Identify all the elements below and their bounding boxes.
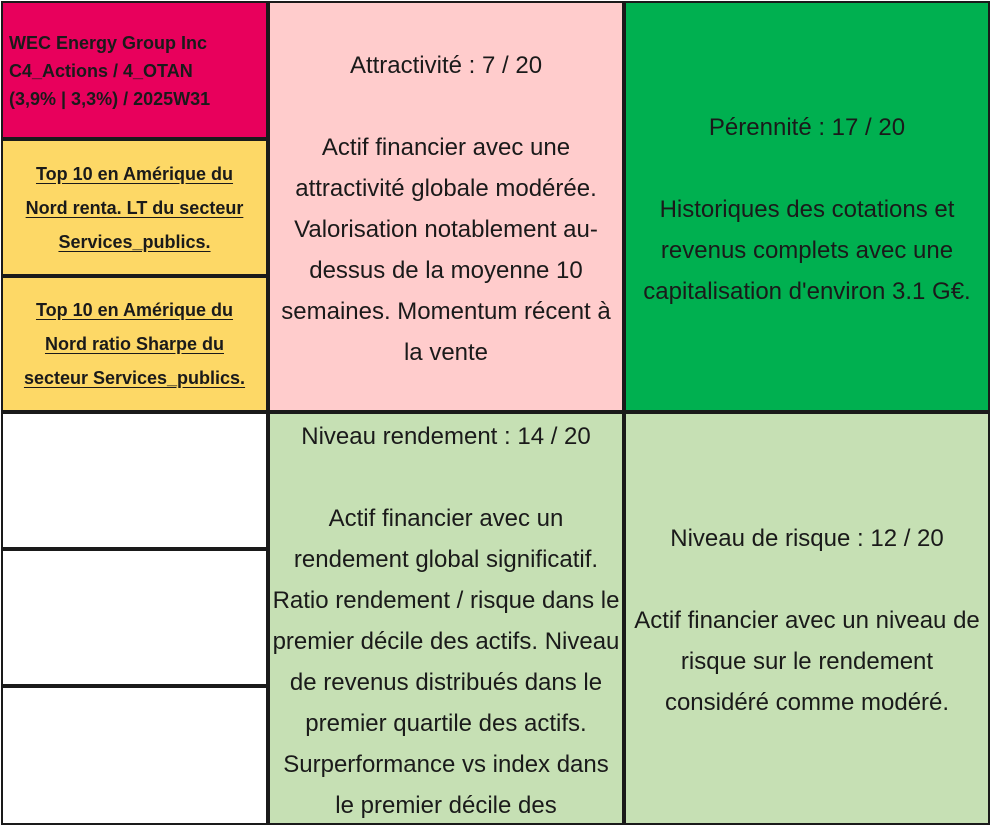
perennite-title: Pérennité : 17 / 20: [708, 114, 906, 141]
empty-cell: [1, 412, 268, 549]
ranking-cell-2: [1, 276, 268, 412]
empty-cell: [1, 549, 268, 686]
perennite-cell: [624, 1, 990, 412]
asset-category: C4_Actions / 4_OTAN: [9, 61, 193, 81]
risque-cell: [624, 412, 990, 825]
risque-description: Actif financier avec un niveau de risque sur le rendement considéré comme modéré.: [634, 607, 980, 716]
attractivite-cell: [268, 1, 624, 412]
asset-weights-period: (3,9% | 3,3%) / 2025W31: [9, 89, 211, 109]
ranking-link-sharpe[interactable]: Top 10 en Amérique du Nord ratio Sharpe du secteur Services_publics.: [23, 300, 246, 388]
risque-title: Niveau de risque : 12 / 20: [670, 525, 944, 552]
rendement-title: Niveau rendement : 14 / 20: [301, 423, 591, 450]
asset-name: WEC Energy Group Inc: [9, 33, 208, 53]
attractivite-description: Actif financier avec une attractivité globale modérée. Valorisation notablement au-dessus de la moyenne 10 semaines. Momentum récent à la vente: [281, 134, 611, 366]
rendement-description: Actif financier avec un rendement global significatif. Ratio rendement / risque dans le premier décile des actifs. Niveau de revenus distribués dans le premier quartile des actifs. Surperformance vs index dans le premier décile des: [272, 505, 620, 819]
ranking-link-renta-lt[interactable]: Top 10 en Amérique du Nord renta. LT du secteur Services_publics.: [25, 163, 244, 252]
rendement-cell: [268, 412, 624, 825]
attractivite-title: Attractivité : 7 / 20: [349, 52, 543, 79]
empty-cell: [1, 686, 268, 825]
ranking-cell-1: [1, 139, 268, 276]
asset-header-cell: [1, 1, 268, 139]
perennite-description: Historiques des cotations et revenus complets avec une capitalisation d'environ 3.1 G€.: [643, 196, 971, 305]
